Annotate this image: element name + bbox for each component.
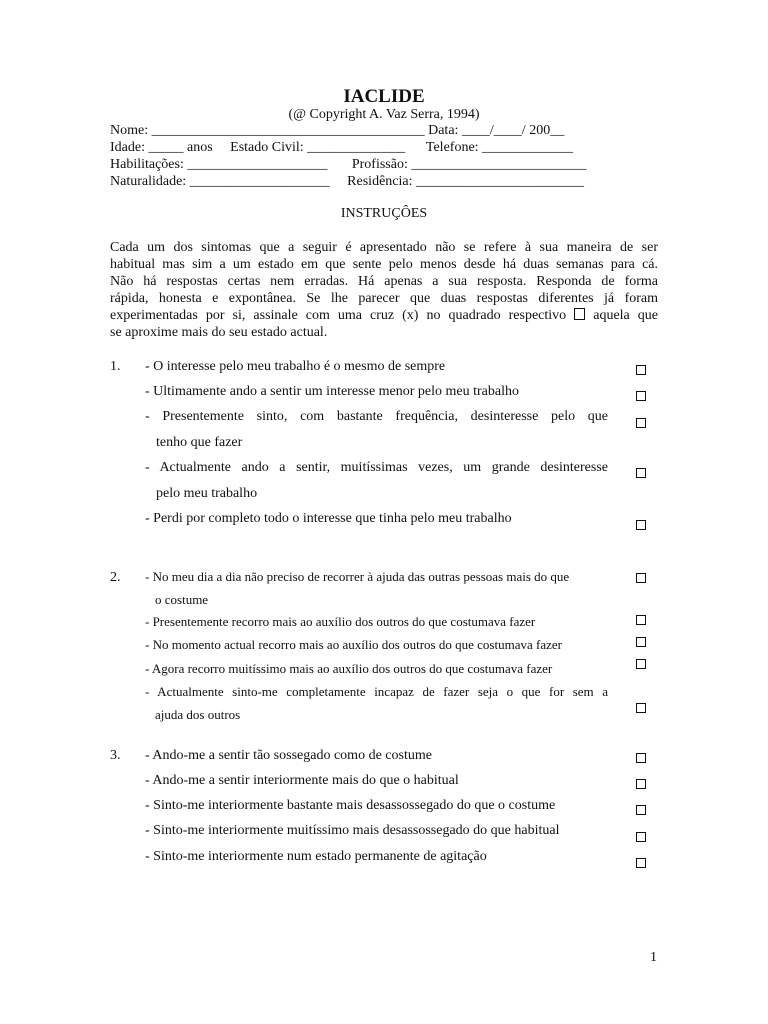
page-number: 1 [650,950,657,965]
answer-option-continuation: ajuda dos outros [155,707,241,722]
answer-option: - No meu dia a dia não preciso de recorrer à ajuda das outras pessoas mais do que [145,569,570,584]
answer-checkbox[interactable] [636,573,646,583]
instructions-line-text: experimentadas por si, assinale com uma cruz (x) no quadrado respectivo [110,308,567,323]
answer-checkbox[interactable] [636,418,646,428]
instructions-line: Cada um dos sintomas que a seguir é apresentado não se refere à sua maneira de ser [110,240,658,255]
instructions-line-tail: aquela que [593,308,659,323]
answer-checkbox[interactable] [636,832,646,842]
answer-option-continuation: tenho que fazer [156,435,243,450]
instructions-line-with-box [110,308,658,324]
instructions-line: Não há respostas certas nem erradas. Há apenas a sua resposta. Responda de forma [110,274,658,289]
answer-checkbox[interactable] [636,615,646,625]
answer-option: - Sinto-me interiormente bastante mais desassossegado do que o costume [145,798,556,813]
question-number: 3. [110,748,121,763]
answer-option-continuation: pelo meu trabalho [156,486,258,501]
answer-option: - Actualmente ando a sentir, muitíssimas vezes, um grande desinteresse [145,460,608,475]
instructions-title: INSTRUÇÔES [340,206,428,221]
name-date-field[interactable]: Nome: _______________________________________ Data: ____/____/ 200__ [110,123,565,138]
answer-checkbox[interactable] [636,637,646,647]
answer-checkbox[interactable] [636,779,646,789]
answer-checkbox[interactable] [636,805,646,815]
instructions-line: rápida, honesta e expontânea. Se lhe parecer que duas respostas diferentes já foram [110,291,658,306]
answer-option: - No momento actual recorro mais ao auxílio dos outros do que costumava fazer [145,637,562,652]
age-civil-phone-field[interactable]: Idade: _____ anos Estado Civil: ______________ Telefone: _____________ [110,140,574,155]
answer-checkbox[interactable] [636,659,646,669]
answer-checkbox[interactable] [636,858,646,868]
answer-option: - Perdi por completo todo o interesse que tinha pelo meu trabalho [145,511,512,526]
answer-option: - Presentemente sinto, com bastante frequência, desinteresse pelo que [145,409,608,424]
birthplace-residence-field[interactable]: Naturalidade: ____________________ Residência: ________________________ [110,174,584,189]
answer-checkbox[interactable] [636,468,646,478]
instructions-line: se aproxime mais do seu estado actual. [110,325,328,340]
checkbox-example-icon [574,308,585,320]
answer-checkbox[interactable] [636,391,646,401]
answer-option: - Presentemente recorro mais ao auxílio dos outros do que costumava fazer [145,614,536,629]
education-profession-field[interactable]: Habilitações: ____________________ Profissão: _________________________ [110,157,587,172]
answer-option: - Ando-me a sentir tão sossegado como de costume [145,748,432,763]
answer-option: - Actualmente sinto-me completamente incapaz de fazer seja o que for sem a [145,684,608,699]
question-number: 1. [110,359,121,374]
answer-checkbox[interactable] [636,520,646,530]
answer-option-continuation: o costume [155,592,209,607]
document-title: IACLIDE [343,86,425,107]
answer-option: - Agora recorro muitíssimo mais ao auxílio dos outros do que costumava fazer [145,661,553,676]
answer-option: - Sinto-me interiormente muitíssimo mais desassossegado do que habitual [145,823,560,838]
instructions-line: habitual mas sim a um estado em que sente pelo menos desde há duas semanas para cá. [110,257,658,272]
question-number: 2. [110,570,121,585]
answer-checkbox[interactable] [636,365,646,375]
answer-option: - Sinto-me interiormente num estado permanente de agitação [145,849,487,864]
answer-option: - Ando-me a sentir interiormente mais do que o habitual [145,773,459,788]
answer-option: - O interesse pelo meu trabalho é o mesmo de sempre [145,359,446,374]
answer-option: - Ultimamente ando a sentir um interesse menor pelo meu trabalho [145,384,519,399]
copyright-line: (@ Copyright A. Vaz Serra, 1994) [288,107,480,122]
answer-checkbox[interactable] [636,753,646,763]
answer-checkbox[interactable] [636,703,646,713]
